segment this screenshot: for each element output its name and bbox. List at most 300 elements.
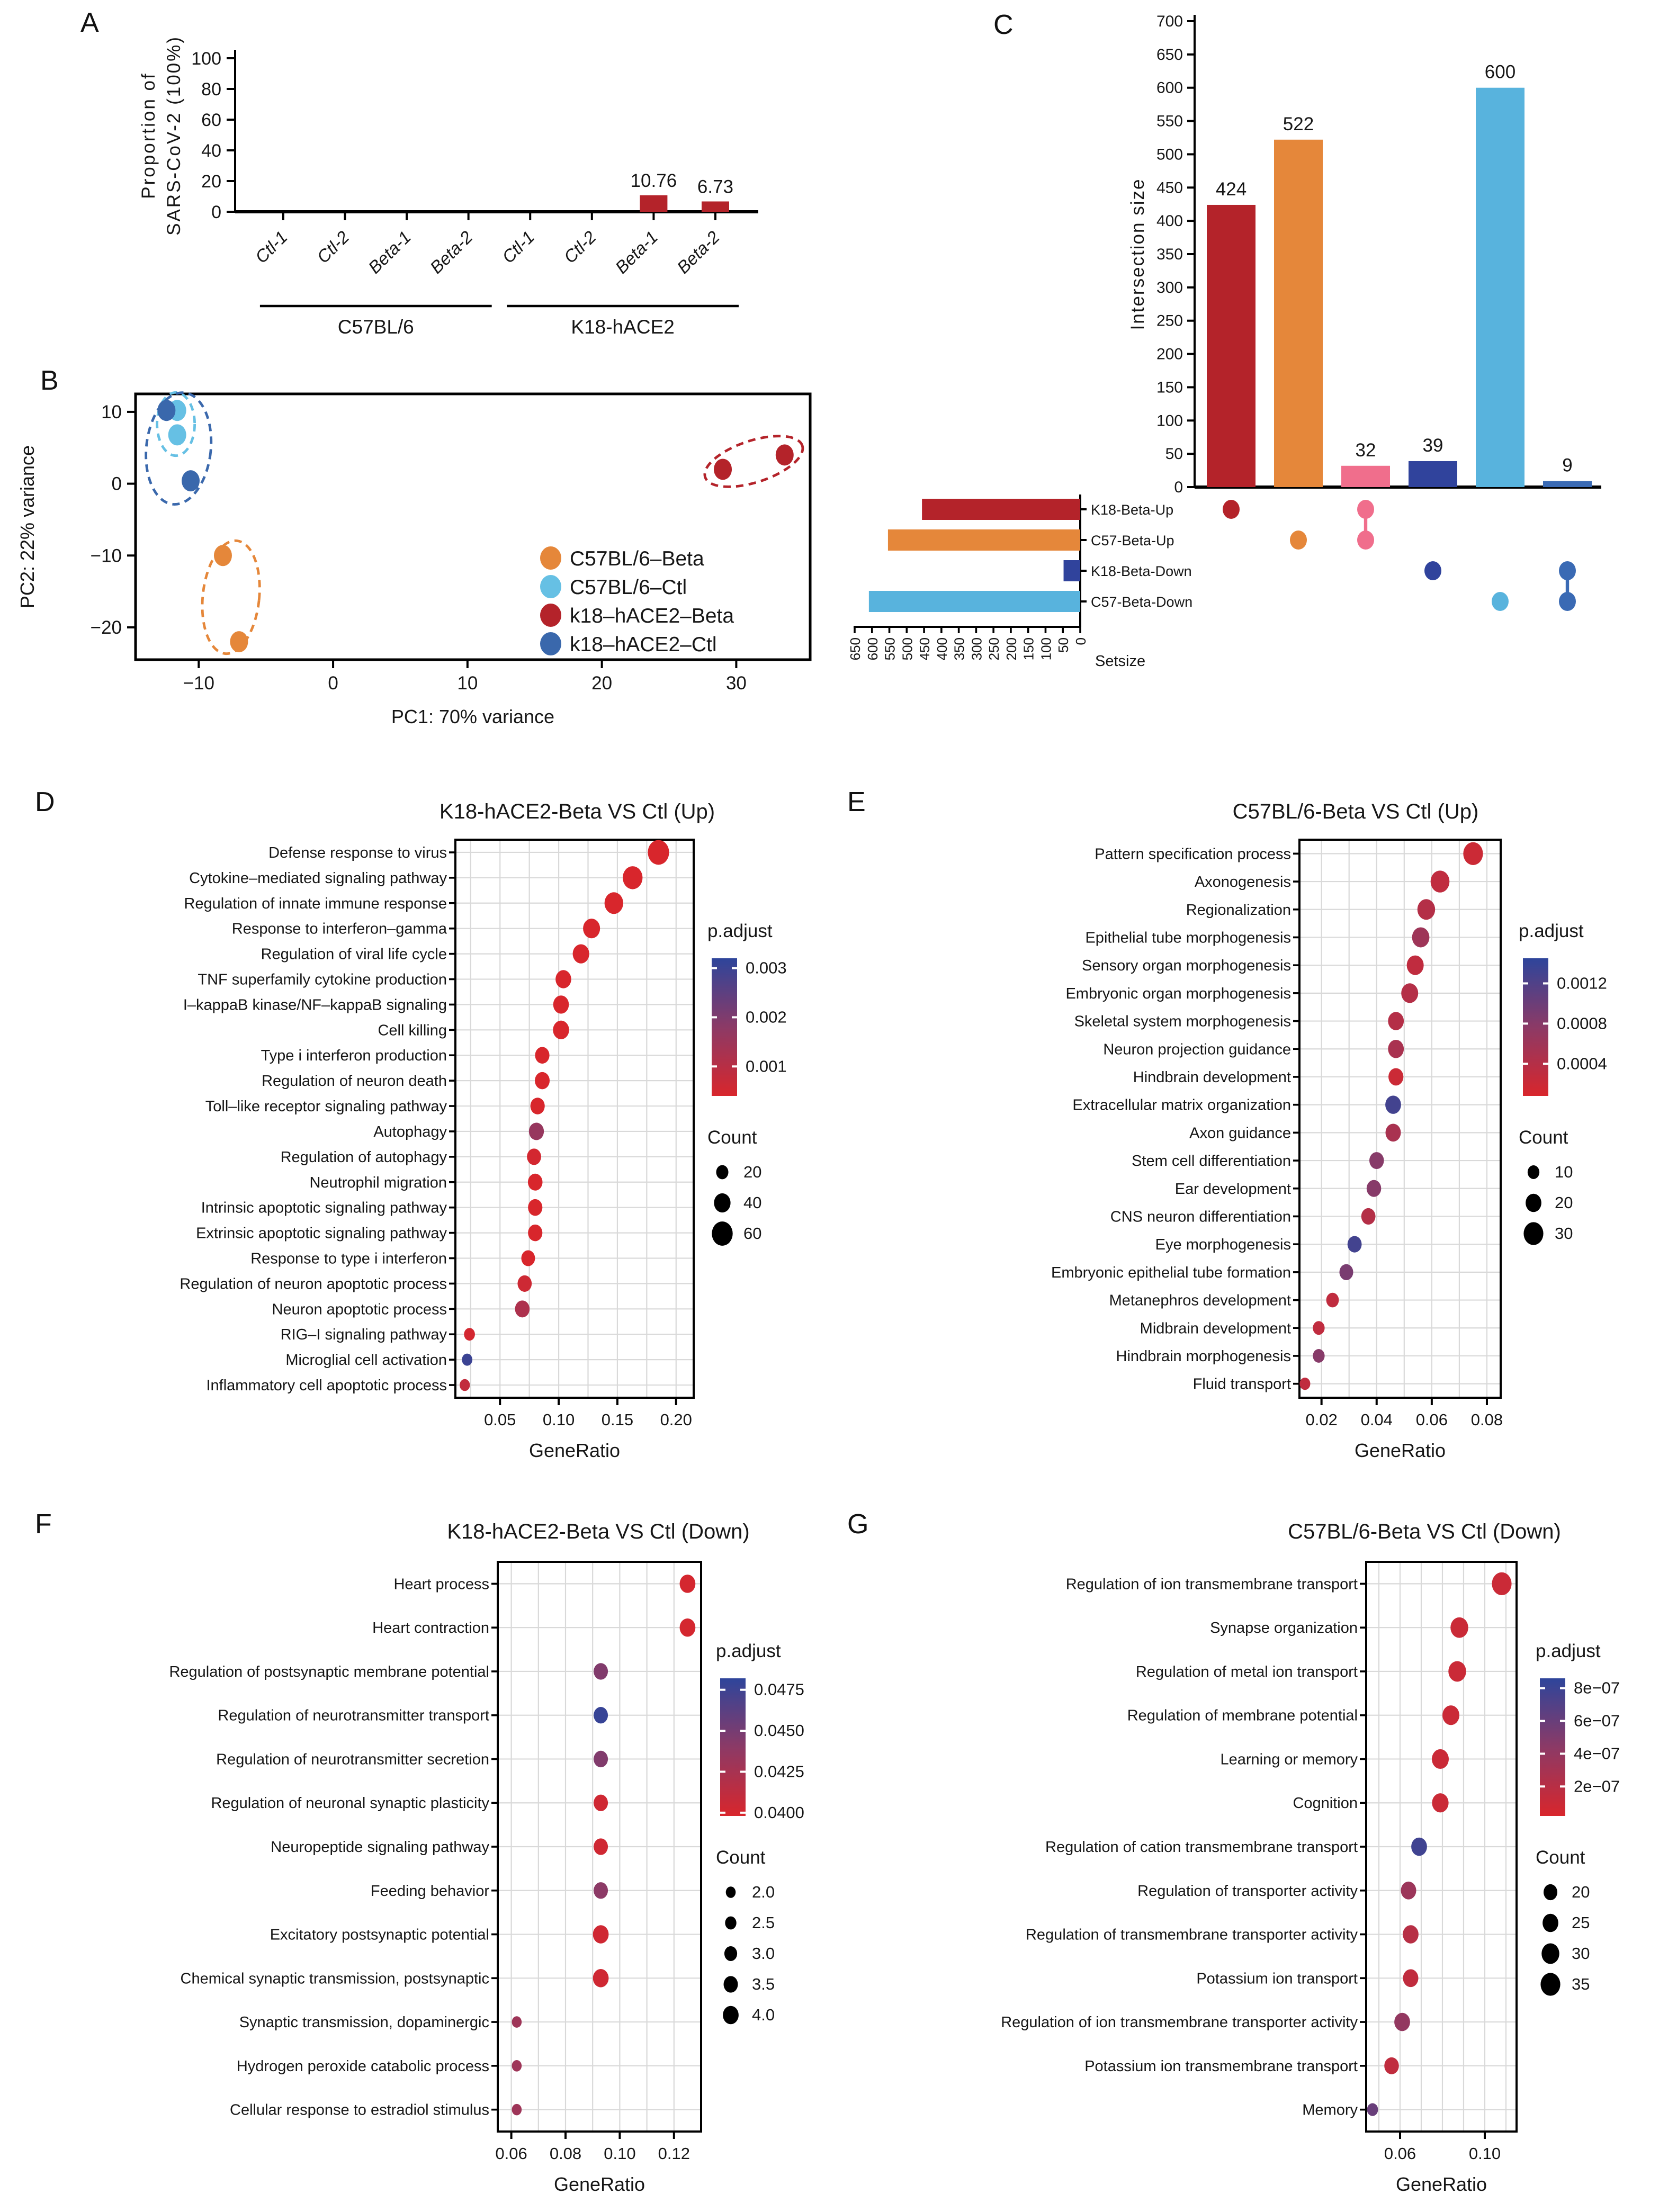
legend-swatch: [540, 546, 561, 570]
count-legend-label: 3.0: [752, 1944, 775, 1963]
count-legend-label: 30: [1555, 1224, 1573, 1243]
count-legend-title: Count: [707, 1127, 757, 1148]
x-tick-label: Beta-1: [364, 227, 415, 277]
row-label: Sensory organ morphogenesis: [1082, 957, 1291, 975]
panel-label-g: G: [847, 1508, 869, 1540]
colorbar-tick-label: 0.0450: [754, 1721, 804, 1740]
row-label: Embryonic organ morphogenesis: [1065, 985, 1291, 1002]
colorbar-tick-label: 0.001: [746, 1057, 787, 1076]
count-legend-dot: [724, 1976, 738, 1992]
enrichment-dot: [528, 1174, 543, 1191]
data-point: [157, 400, 175, 421]
bar-value-label: 10.76: [630, 170, 677, 191]
panel-label-e: E: [847, 786, 866, 817]
row-label: Excitatory postsynaptic potential: [270, 1926, 489, 1944]
count-legend-title: Count: [1536, 1847, 1585, 1868]
y-tick-label: 600: [1156, 79, 1183, 97]
enrichment-dot: [648, 840, 669, 865]
row-label: Metanephros development: [1109, 1292, 1291, 1309]
row-label: Axonogenesis: [1194, 874, 1291, 891]
row-label: I–kappaB kinase/NF–kappaB signaling: [183, 996, 447, 1014]
row-label: Regulation of postsynaptic membrane potential: [169, 1663, 489, 1680]
enrichment-dot: [535, 1072, 550, 1089]
row-label: Memory: [1302, 2101, 1358, 2119]
enrichment-dot: [1388, 1068, 1403, 1086]
y-tick-label: 0: [111, 473, 122, 494]
panel-d-dotplot: [0, 778, 837, 1488]
count-legend-dot: [723, 2006, 739, 2025]
colorbar-tick-label: 0.003: [746, 958, 787, 977]
row-label: Potassium ion transport: [1196, 1970, 1358, 1988]
row-label: Regulation of metal ion transport: [1135, 1663, 1358, 1680]
panel-label-c: C: [993, 8, 1014, 40]
intersection-bar: [1409, 461, 1457, 487]
enrichment-dot: [1348, 1236, 1362, 1253]
x-tick-label: 30: [725, 673, 747, 694]
colorbar-tick-label: 4e−07: [1574, 1744, 1620, 1763]
y-tick-label: 20: [201, 172, 221, 192]
count-legend-label: 3.5: [752, 1975, 775, 1993]
row-label: Hindbrain morphogenesis: [1116, 1347, 1291, 1365]
count-legend-label: 2.0: [752, 1883, 775, 1901]
intersection-bar: [1341, 466, 1390, 487]
panel-a-bar-chart: [0, 0, 847, 355]
row-label: Response to interferon–gamma: [231, 920, 447, 938]
enrichment-dot: [1367, 1180, 1382, 1197]
enrichment-dot: [515, 1300, 530, 1317]
enrichment-dot: [1401, 983, 1418, 1003]
setsize-tick-label: 600: [864, 637, 881, 661]
row-label: Neutrophil migration: [309, 1174, 447, 1191]
enrichment-dot: [594, 1663, 608, 1679]
panel-c-upset-plot: [837, 0, 1668, 741]
intersection-value: 600: [1484, 61, 1516, 83]
enrichment-dot: [1431, 870, 1450, 892]
panel-e-dotplot: [837, 778, 1668, 1488]
row-label: Regulation of cation transmembrane transport: [1045, 1839, 1358, 1856]
padjust-colorbar: [720, 1678, 746, 1816]
x-tick-label: 0.02: [1305, 1410, 1338, 1429]
enrichment-dot: [1450, 1617, 1468, 1638]
y-tick-label: 150: [1156, 379, 1183, 397]
enrichment-dot: [1313, 1349, 1324, 1363]
row-label: Hydrogen peroxide catabolic process: [236, 2057, 489, 2075]
x-tick-label: Ctl-2: [560, 227, 600, 267]
row-label: Type i interferon production: [261, 1047, 447, 1065]
set-label: K18-Beta-Down: [1091, 563, 1192, 579]
gridlines: [1366, 1562, 1517, 2132]
row-label: Cognition: [1293, 1795, 1358, 1812]
enrichment-dot: [1394, 2013, 1410, 2031]
count-legend-label: 25: [1572, 1913, 1590, 1932]
row-label: RIG–I signaling pathway: [280, 1326, 447, 1344]
count-legend-label: 20: [1572, 1883, 1590, 1901]
enrichment-dot: [1326, 1293, 1339, 1308]
row-label: Pattern specification process: [1095, 846, 1291, 863]
panel-title: K18-hACE2-Beta VS Ctl (Down): [447, 1520, 750, 1543]
panel-label-f: F: [35, 1508, 52, 1540]
padjust-legend-title: p.adjust: [1519, 921, 1584, 941]
enrichment-dot: [1432, 1793, 1448, 1812]
colorbar-tick-label: 6e−07: [1574, 1711, 1620, 1730]
y-tick-label: 650: [1156, 46, 1183, 64]
legend-swatch: [540, 604, 561, 627]
row-label: Embryonic epithelial tube formation: [1051, 1264, 1291, 1281]
count-legend-dot: [716, 1165, 728, 1180]
enrichment-dot: [553, 995, 569, 1013]
row-label: Regulation of neuron death: [262, 1073, 447, 1090]
setsize-tick-label: 450: [917, 637, 933, 661]
plot-border: [455, 840, 694, 1398]
enrichment-dot: [594, 1795, 608, 1811]
setsize-tick-label: 50: [1055, 637, 1072, 653]
row-label: Regulation of transmembrane transporter activity: [1025, 1926, 1358, 1944]
y-tick-label: 0: [1174, 479, 1183, 496]
colorbar-tick-label: 8e−07: [1574, 1678, 1620, 1697]
colorbar-tick-label: 0.0004: [1557, 1054, 1607, 1073]
x-tick-label: Beta-2: [673, 227, 723, 277]
enrichment-dot: [1412, 927, 1430, 947]
row-label: Stem cell differentiation: [1132, 1153, 1291, 1170]
enrichment-dot: [464, 1328, 475, 1341]
padjust-colorbar: [1523, 958, 1548, 1096]
y-tick-label: 80: [201, 79, 221, 100]
enrichment-dot: [1403, 1969, 1418, 1987]
enrichment-dot: [535, 1047, 549, 1064]
padjust-legend-title: p.adjust: [1536, 1641, 1601, 1661]
row-label: Toll–like receptor signaling pathway: [205, 1098, 447, 1116]
enrichment-dot: [680, 1575, 696, 1593]
count-legend-dot: [712, 1221, 732, 1246]
y-tick-label: 550: [1156, 112, 1183, 130]
enrichment-dot: [594, 1882, 608, 1899]
row-label: Extrinsic apoptotic signaling pathway: [196, 1225, 447, 1242]
row-label: Regulation of neurotransmitter transport: [218, 1707, 489, 1724]
count-legend-label: 20: [743, 1163, 762, 1181]
x-tick-label: 0.20: [660, 1410, 692, 1429]
enrichment-dot: [1388, 1012, 1404, 1030]
count-legend-dot: [1528, 1165, 1539, 1179]
row-label: CNS neuron differentiation: [1110, 1208, 1291, 1226]
setsize-bar: [888, 529, 1080, 551]
enrichment-dot: [1403, 1925, 1419, 1944]
x-tick-label: 0: [328, 673, 338, 694]
row-label: Regulation of neuronal synaptic plasticity: [211, 1795, 489, 1812]
x-tick-label: 0.12: [658, 2144, 690, 2163]
row-label: Fluid transport: [1192, 1375, 1291, 1393]
setsize-tick-label: 150: [1020, 637, 1037, 661]
set-label: C57-Beta-Up: [1091, 533, 1174, 548]
data-point: [776, 444, 794, 465]
colorbar-tick-label: 0.002: [746, 1008, 787, 1027]
row-label: Chemical synaptic transmission, postsynaptic: [180, 1970, 489, 1988]
matrix-dot: [1223, 500, 1240, 519]
setsize-tick-label: 0: [1073, 637, 1089, 645]
enrichment-dot: [1369, 1152, 1384, 1169]
row-label: Eye morphogenesis: [1155, 1236, 1291, 1254]
row-label: Heart process: [393, 1576, 489, 1593]
setsize-bar: [869, 591, 1080, 612]
count-legend-dot: [1526, 1194, 1541, 1212]
row-label: Cell killing: [378, 1022, 447, 1039]
count-legend-label: 40: [743, 1193, 762, 1212]
y-tick-label: 100: [1156, 412, 1183, 430]
padjust-legend-title: p.adjust: [707, 921, 773, 941]
group-label: C57BL/6: [337, 316, 414, 338]
y-tick-label: 10: [101, 401, 122, 422]
matrix-dot: [1290, 530, 1307, 550]
bar: [640, 195, 667, 212]
matrix-dot: [1492, 592, 1509, 611]
enrichment-dot: [605, 892, 623, 914]
count-legend-dot: [1540, 1973, 1560, 1995]
data-point: [230, 631, 248, 652]
y-tick-label: 0: [211, 202, 221, 222]
y-axis-title-line1: Proportion of: [138, 72, 159, 199]
x-tick-label: 0.10: [1468, 2144, 1501, 2163]
x-axis-title: GeneRatio: [1395, 2173, 1487, 2195]
x-tick-label: 0.08: [549, 2144, 582, 2163]
x-tick-label: Ctl-1: [498, 227, 539, 267]
enrichment-dot: [460, 1379, 470, 1391]
intersection-bar: [1274, 140, 1323, 487]
row-label: Regulation of transporter activity: [1137, 1882, 1358, 1900]
row-label: Regionalization: [1186, 901, 1291, 919]
enrichment-dot: [531, 1098, 545, 1114]
y-tick-label: 400: [1156, 212, 1183, 230]
count-legend-label: 35: [1572, 1975, 1590, 1993]
setsize-axis-title: Setsize: [1095, 653, 1146, 670]
row-label: Cellular response to estradiol stimulus: [230, 2101, 489, 2119]
row-label: Microglial cell activation: [285, 1352, 447, 1369]
enrichment-dot: [1442, 1705, 1459, 1725]
setsize-tick-label: 350: [951, 637, 967, 661]
x-axis-title: GeneRatio: [553, 2173, 645, 2195]
y-tick-label: 350: [1156, 246, 1183, 263]
count-legend-label: 20: [1555, 1193, 1573, 1212]
y-tick-label: 450: [1156, 179, 1183, 197]
enrichment-dot: [521, 1250, 535, 1266]
enrichment-dot: [1367, 2103, 1378, 2116]
setsize-bar: [1064, 560, 1080, 581]
enrichment-dot: [1385, 1095, 1401, 1114]
x-tick-label: −10: [183, 673, 214, 694]
panel-b-pca-scatter: [0, 355, 847, 747]
x-axis-title: GeneRatio: [528, 1440, 621, 1461]
y-tick-label: 500: [1156, 146, 1183, 164]
y-tick-label: 50: [1165, 445, 1183, 463]
x-tick-label: 0.04: [1360, 1410, 1393, 1429]
panel-label-b: B: [40, 364, 59, 396]
panel-g-dotplot: [837, 1498, 1668, 2212]
legend-label: k18–hACE2–Beta: [570, 605, 734, 627]
data-point: [168, 424, 186, 445]
set-label: K18-Beta-Up: [1091, 502, 1174, 518]
count-legend-dot: [714, 1193, 730, 1212]
legend-label: C57BL/6–Ctl: [570, 576, 687, 599]
data-point: [714, 458, 732, 480]
row-label: Regulation of ion transmembrane transporter activity: [1001, 2014, 1358, 2031]
x-tick-label: 0.15: [601, 1410, 634, 1429]
colorbar-tick-label: 2e−07: [1574, 1777, 1620, 1796]
setsize-tick-label: 250: [986, 637, 1002, 661]
enrichment-dot: [1401, 1882, 1416, 1900]
count-legend-dot: [1543, 1914, 1558, 1932]
enrichment-dot: [623, 866, 642, 889]
y-tick-label: −10: [90, 545, 122, 567]
setsize-tick-label: 100: [1038, 637, 1054, 661]
x-axis-title: PC1: 70% variance: [391, 706, 555, 727]
row-label: Neuron projection guidance: [1103, 1041, 1291, 1058]
colorbar-tick-label: 0.0008: [1557, 1014, 1607, 1033]
enrichment-dot: [1407, 956, 1424, 975]
x-tick-label: 20: [591, 673, 613, 694]
row-label: Cytokine–mediated signaling pathway: [189, 869, 447, 887]
enrichment-dot: [680, 1618, 696, 1637]
enrichment-dot: [583, 919, 600, 938]
padjust-colorbar: [1540, 1678, 1565, 1816]
legend-swatch: [540, 575, 561, 598]
group-label: K18-hACE2: [571, 316, 675, 338]
enrichment-dot: [1418, 899, 1435, 920]
enrichment-dot: [1384, 2057, 1399, 2074]
enrichment-dot: [1448, 1661, 1466, 1682]
y-tick-label: 300: [1156, 278, 1183, 296]
row-label: Regulation of innate immune response: [184, 895, 447, 912]
intersection-bar: [1543, 481, 1592, 487]
count-legend-label: 4.0: [752, 2006, 775, 2024]
x-tick-label: 0.06: [495, 2144, 527, 2163]
count-legend-dot: [726, 1886, 736, 1898]
y-tick-label: 200: [1156, 345, 1183, 363]
enrichment-dot: [528, 1199, 542, 1216]
panel-title: C57BL/6-Beta VS Ctl (Down): [1288, 1520, 1561, 1543]
y-tick-label: 60: [201, 110, 221, 130]
enrichment-dot: [517, 1275, 532, 1292]
intersection-value: 424: [1215, 178, 1247, 200]
y-tick-label: 700: [1156, 13, 1183, 30]
row-label: Inflammatory cell apoptotic process: [206, 1377, 447, 1395]
row-label: Hindbrain development: [1133, 1068, 1291, 1086]
row-label: Neuropeptide signaling pathway: [271, 1839, 489, 1856]
row-label: Skeletal system morphogenesis: [1074, 1013, 1291, 1030]
matrix-dot: [1424, 561, 1441, 580]
x-tick-label: 0.10: [542, 1410, 575, 1429]
x-tick-label: 0.10: [604, 2144, 636, 2163]
row-label: Potassium ion transmembrane transport: [1084, 2057, 1358, 2075]
enrichment-dot: [553, 1021, 569, 1039]
setsize-tick-label: 400: [934, 637, 950, 661]
row-label: Epithelial tube morphogenesis: [1085, 929, 1291, 947]
count-legend-title: Count: [716, 1847, 766, 1868]
padjust-legend-title: p.adjust: [716, 1641, 781, 1661]
padjust-colorbar: [712, 958, 737, 1096]
enrichment-dot: [512, 2016, 522, 2028]
row-label: Synapse organization: [1210, 1620, 1358, 1637]
colorbar-tick-label: 0.0400: [754, 1803, 804, 1822]
panel-title: K18-hACE2-Beta VS Ctl (Up): [439, 800, 715, 823]
row-label: Defense response to virus: [268, 844, 447, 861]
set-label: C57-Beta-Down: [1091, 594, 1193, 610]
setsize-tick-label: 550: [882, 637, 898, 661]
row-label: Regulation of ion transmembrane transport: [1065, 1576, 1358, 1593]
count-legend-dot: [725, 1917, 736, 1930]
x-tick-label: 0.06: [1384, 2144, 1416, 2163]
row-label: Regulation of viral life cycle: [261, 946, 447, 963]
enrichment-dot: [1385, 1124, 1401, 1142]
row-label: Synaptic transmission, dopaminergic: [239, 2014, 489, 2031]
matrix-dot: [1559, 592, 1576, 611]
panel-title: C57BL/6-Beta VS Ctl (Up): [1232, 800, 1479, 823]
count-legend-dot: [724, 1946, 737, 1961]
enrichment-dot: [512, 2104, 522, 2116]
matrix-dot: [1357, 500, 1374, 519]
x-tick-label: 0.08: [1470, 1410, 1503, 1429]
count-legend-dot: [1541, 1944, 1559, 1964]
data-point: [214, 545, 232, 566]
count-legend-label: 30: [1572, 1944, 1590, 1963]
gridlines: [1299, 840, 1501, 1398]
row-label: TNF superfamily cytokine production: [198, 971, 447, 988]
enrichment-dot: [1313, 1321, 1324, 1335]
enrichment-dot: [594, 1838, 608, 1855]
enrichment-dot: [462, 1354, 472, 1366]
colorbar-tick-label: 0.0475: [754, 1680, 804, 1699]
enrichment-dot: [1388, 1040, 1404, 1058]
row-label: Heart contraction: [372, 1620, 489, 1637]
row-label: Learning or memory: [1220, 1751, 1358, 1768]
y-tick-label: −20: [90, 617, 122, 638]
enrichment-dot: [573, 944, 589, 963]
intersection-value: 32: [1355, 439, 1376, 461]
intersection-bar: [1207, 205, 1256, 487]
row-label: Axon guidance: [1189, 1125, 1291, 1142]
intersection-value: 522: [1283, 113, 1314, 134]
row-label: Feeding behavior: [370, 1882, 489, 1900]
row-label: Regulation of autophagy: [280, 1148, 447, 1166]
panel-label-a: A: [80, 6, 99, 38]
y-axis-title: Intersection size: [1127, 178, 1148, 330]
row-label: Response to type i interferon: [250, 1250, 447, 1267]
intersection-value: 39: [1422, 435, 1443, 456]
colorbar-tick-label: 0.0012: [1557, 974, 1607, 993]
intersection-bar: [1476, 88, 1524, 487]
enrichment-dot: [1432, 1749, 1449, 1769]
enrichment-dot: [1463, 842, 1483, 865]
setsize-tick-label: 300: [968, 637, 985, 661]
row-label: Regulation of neuron apoptotic process: [180, 1275, 447, 1293]
setsize-tick-label: 650: [847, 637, 863, 661]
y-tick-label: 100: [191, 49, 221, 69]
enrichment-dot: [1361, 1208, 1376, 1225]
enrichment-dot: [593, 1925, 609, 1944]
x-tick-label: Ctl-2: [312, 227, 353, 267]
row-label: Extracellular matrix organization: [1072, 1096, 1291, 1114]
legend-swatch: [540, 632, 561, 655]
matrix-dot: [1357, 530, 1374, 550]
matrix-dot: [1559, 561, 1576, 580]
enrichment-dot: [1492, 1572, 1511, 1595]
x-tick-label: 0.06: [1415, 1410, 1448, 1429]
legend-label: k18–hACE2–Ctl: [570, 633, 717, 656]
enrichment-dot: [528, 1225, 542, 1242]
legend-label: C57BL/6–Beta: [570, 547, 704, 570]
panel-label-d: D: [35, 786, 55, 817]
enrichment-dot: [527, 1148, 541, 1165]
setsize-tick-label: 500: [899, 637, 916, 661]
count-legend-title: Count: [1519, 1127, 1568, 1148]
x-tick-label: Ctl-1: [251, 227, 291, 267]
